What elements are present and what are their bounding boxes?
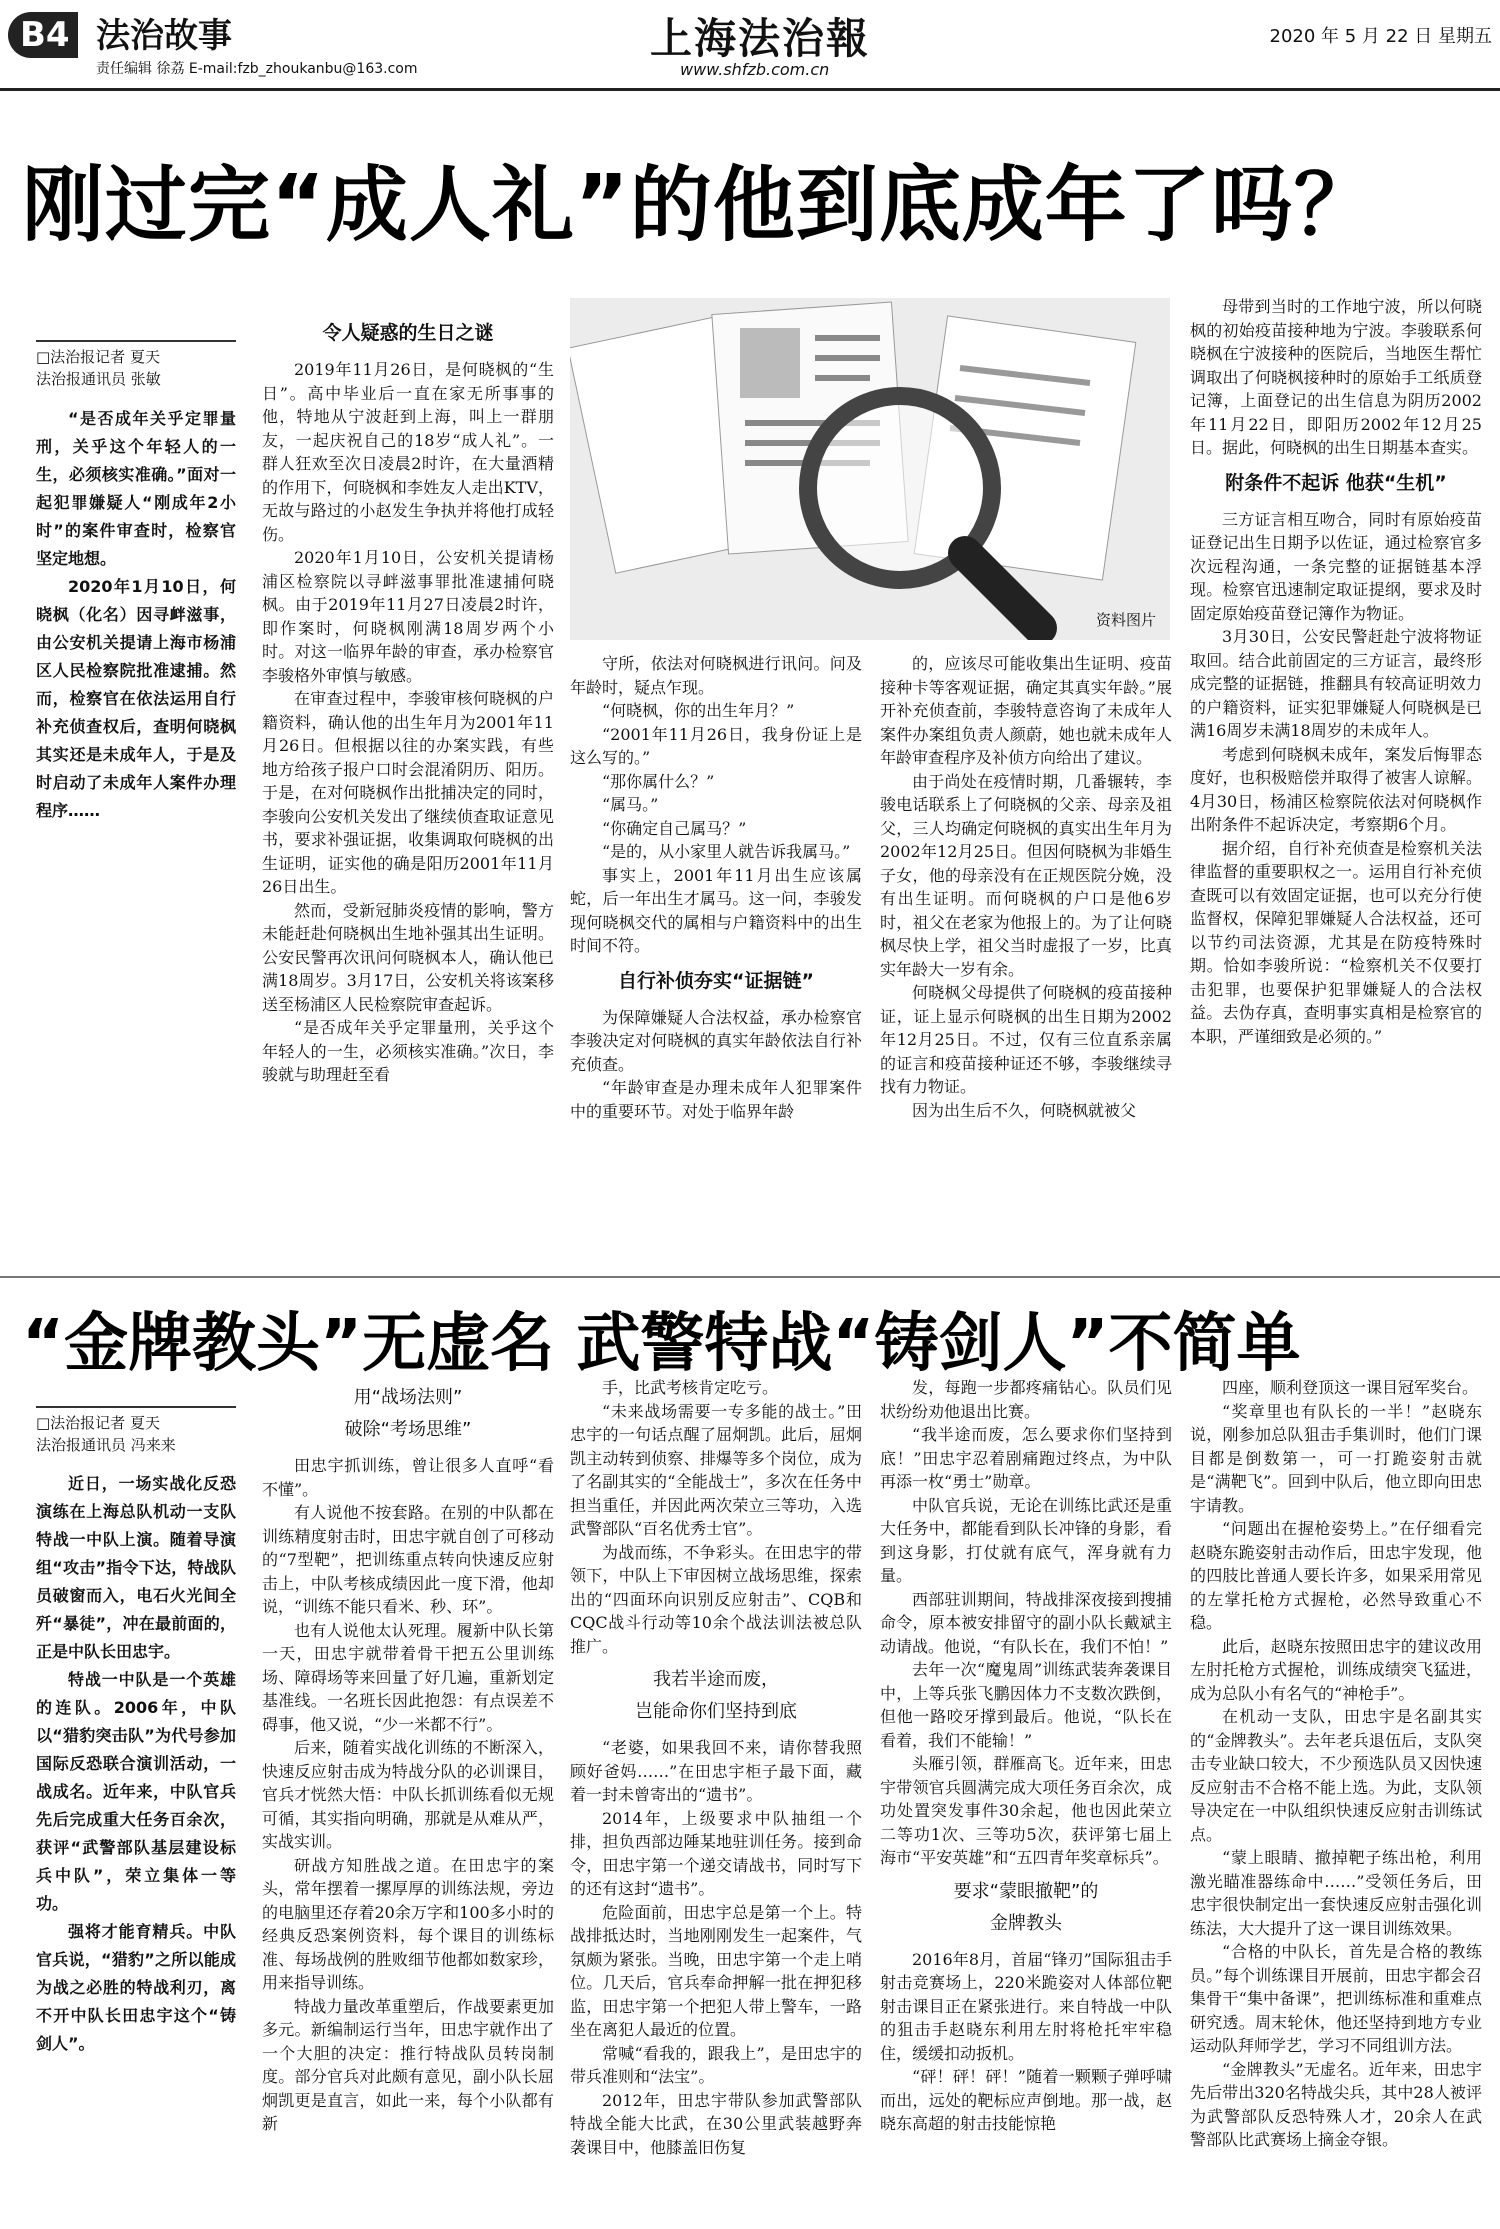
paragraph: 也有人说他太认死理。履新中队长第一天，田忠宇就带着骨干把五公里训练场、障碍场等来回量了好几遍，重新划定基准线。一名班长因此抱怨：有点误差不碍事，他又说，“少一米都不行”。 — [262, 1620, 554, 1734]
photo-illustration — [570, 298, 1170, 640]
section-title: 法治故事 — [96, 16, 232, 56]
paragraph: “你确定自己属马？” — [602, 818, 747, 838]
article1-column-1 — [262, 310, 554, 1270]
article2-column-1 — [262, 1376, 554, 2221]
article2-column-2 — [570, 1376, 862, 2221]
byline-line: □法治报记者 夏天 — [36, 348, 160, 366]
byline-line: 法治报通讯员 冯来来 — [36, 1436, 176, 1454]
paragraph: 2020年1月10日，公安机关提请杨浦区检察院以寻衅滋事罪批准逮捕何晓枫。由于2019年11月27日凌晨2时许，即作案时，何晓枫刚满18周岁两个小时。对这一临界年龄的审查，承办检察官李骏格外审慎与敏感。 — [262, 548, 554, 685]
lead-paragraph: 2020年1月10日，何晓枫（化名）因寻衅滋事，由公安机关提请上海市杨浦区人民检察院批准逮捕。然而，检察官在依法运用自行补充侦查权后，查明何晓枫其实还是未成年人，于是及时启动了未成年人案件办理程序…… — [36, 577, 236, 820]
page-header — [0, 0, 1500, 90]
paragraph: “2001年11月26日，我身份证上是这么写的。” — [570, 724, 862, 767]
paragraph: “年龄审查是办理未成年人犯罪案件中的重要环节。对处于临界年龄 — [570, 1078, 862, 1121]
paragraph: 田忠宇抓训练，曾让很多人直呼“看不懂”。 — [262, 1456, 554, 1499]
paragraph: “蒙上眼睛、撤掉靶子练出枪，利用激光瞄准器练命中……”受领任务后，田忠宇很快制定出一套快速反应射击强化训练法，大大提升了这一课目训练效果。 — [1190, 1848, 1482, 1938]
issue-date: 2020 年 5 月 22 日 星期五 — [1269, 26, 1492, 47]
article2-lead — [36, 1470, 236, 2210]
article2-headline: “金牌教头”无虚名 武警特战“铸剑人”不简单 — [22, 1307, 1301, 1381]
subheading: 附条件不起诉 他获“生机” — [1225, 471, 1447, 494]
paragraph: 研战方知胜战之道。在田忠宇的案头，常年摆着一摞厚厚的训练法规，旁边的电脑里还存着20余万字和100多小时的经典反恐案例资料，每个课目的训练标准、每场战例的胜败细节他都如数家珍，用来指导训练。 — [262, 1855, 554, 1992]
lead-paragraph: “是否成年关乎定罪量刑，关乎这个年轻人的一生，必须核实准确。”面对一起犯罪嫌疑人“刚成年2小时”的案件审查时，检察官坚定地想。 — [36, 409, 236, 568]
article1-column-2 — [570, 652, 862, 1272]
article1-headline: 刚过完“成人礼”的他到底成年了吗？ — [22, 158, 1377, 253]
paragraph: 四座，顺利登顶这一课目冠军奖台。 — [1222, 1378, 1479, 1397]
article1-byline — [36, 340, 236, 390]
paragraph: “合格的中队长，首先是合格的教练员。”每个训练课目开展前，田忠宇都会召集骨干“集中备课”，把训练标准和重难点研究透。周末轮休，他还坚持到地方专业运动队拜师学艺，学习不同组训方法。 — [1190, 1942, 1482, 2055]
paragraph: 2019年11月26日，是何晓枫的“生日”。高中毕业后一直在家无所事事的他，特地从宁波赶到上海，叫上一群朋友，一起庆祝自己的18岁“成人礼”。一群人狂欢至次日凌晨2时许，在大量酒精的作用下，何晓枫和李姓友人走出KTV，无故与路过的小赵发生争执并将他打成轻伤。 — [262, 360, 554, 544]
lead-paragraph: 强将才能育精兵。中队官兵说，“猎豹”之所以能成为战之必胜的特战利刃，离不开中队长田忠宇这个“铸剑人”。 — [36, 1922, 236, 2053]
paragraph: 因为出生后不久，何晓枫就被父 — [912, 1100, 1137, 1120]
paragraph: “砰！砰！砰！”随着一颗颗子弹呼啸而出，远处的靶标应声倒地。那一战，赵晓东高超的射击技能惊艳 — [880, 2067, 1172, 2133]
article1-column-3 — [880, 652, 1172, 1272]
paragraph: 特战力量改革重塑后，作战要素更加多元。新编制运行当年，田忠宇就作出了一个大胆的决定：推行特战队员转岗制度。部分官兵对此颇有意见，副小队长屈炯凯更是直言，如此一来，每个小队都有新 — [262, 1996, 554, 2133]
paragraph: 后来，随着实战化训练的不断深入，快速反应射击成为特战分队的必训课目，官兵才恍然大悟：中队长抓训练看似无规可循，其实指向明确，那就是从难从严，实战实训。 — [262, 1738, 554, 1851]
website-link[interactable]: www.shfzb.com.cn — [680, 60, 830, 79]
subheading-line: 破除“考场思维” — [344, 1419, 472, 1440]
paragraph: “老婆，如果我回不来，请你替我照顾好爸妈……”在田忠宇柜子最下面，藏着一封未曾寄出的“遗书”。 — [570, 1738, 862, 1804]
paragraph: 去年一次“魔鬼周”训练武装奔袭课目中，上等兵张飞鹏因体力不支数次跌倒，但他一路咬牙撑到最后。他说，“队长在看着，我们不能输！” — [880, 1660, 1172, 1750]
article2-column-4 — [1190, 1376, 1482, 2221]
paragraph: 考虑到何晓枫未成年，案发后悔罪态度好，也积极赔偿并取得了被害人谅解。4月30日，杨浦区检察院依法对何晓枫作出附条件不起诉决定，考察期6个月。 — [1190, 744, 1482, 834]
article1-lead — [36, 405, 236, 825]
subheading-line: 要求“蒙眼撤靶”的 — [953, 1880, 1099, 1902]
paragraph: 由于尚处在疫情时期，几番辗转，李骏电话联系上了何晓枫的父亲、母亲及祖父，三人均确定何晓枫的真实出生年月为2002年12月25日。但因何晓枫为非婚生子女，他的母亲没有在正规医院分娩，没有出生证明。而何晓枫的户口是他6岁时，祖父在老家为他报上的。为了让何晓枫尽快上学，祖父当时虚报了一岁，比真实年龄大一岁有余。 — [880, 771, 1172, 979]
subheading-line: 金牌教头 — [990, 1912, 1062, 1934]
paragraph: 何晓枫父母提供了何晓枫的疫苗接种证，证上显示何晓枫的出生日期为2002年12月25日。不过，仅有三位直系亲属的证言和疫苗接种证还不够，李骏继续寻找有力物证。 — [880, 983, 1172, 1096]
paragraph: 据介绍，自行补充侦查是检察机关法律监督的重要职权之一。运用自行补充侦查既可以有效固定证据，也可以充分行使监督权，保障犯罪嫌疑人合法权益，还可以节约司法资源，尤其是在防疫特殊时期。恰如李骏所说：“检察机关不仅要打击犯罪，也要保护犯罪嫌疑人的合法权益。去伪存真，查明事实真相是检察官的本职，严谨细致是必须的。” — [1190, 838, 1482, 1046]
article-divider — [0, 1276, 1500, 1278]
paragraph: 有人说他不按套路。在别的中队都在训练精度射击时，田忠宇就自创了可移动的“7型靶”，把训练重点转向快速反应射击上，中队考核成绩因此一度下滑，他却说，“训练不能只看米、秒、环”。 — [262, 1503, 554, 1616]
paragraph: 发，每跑一步都疼痛钻心。队员们见状纷纷劝他退出比赛。 — [880, 1378, 1172, 1421]
page-number-badge: B4 — [8, 12, 78, 58]
photo-caption: 资料图片 — [1092, 607, 1160, 632]
paragraph: “是否成年关乎定罪量刑，关乎这个年轻人的一生，必须核实准确。”次日，李骏就与助理赶至看 — [262, 1018, 554, 1084]
paragraph: 的，应该尽可能收集出生证明、疫苗接种卡等客观证据，确定其真实年龄。”展开补充侦查前，李骏特意咨询了未成年人案件办案组负责人颜蔚，她也就未成年人年龄审查程序及补侦方向给出了建议。 — [880, 654, 1172, 767]
paragraph: 然而，受新冠肺炎疫情的影响，警方未能赶赴何晓枫出生地补强其出生证明。公安民警再次讯问何晓枫本人，确认他已满18周岁。3月17日，公安机关将该案移送至杨浦区人民检察院审查起诉。 — [262, 900, 554, 1014]
paragraph: 事实上，2001年11月出生应该属蛇，后一年出生才属马。这一问，李骏发现何晓枫交代的属相与户籍资料中的出生时间不符。 — [570, 865, 862, 955]
paragraph: 3月30日，公安民警赶赴宁波将物证取回。结合此前固定的三方证言，最终形成完整的证据链，推翻具有较高证明效力的户籍资料，证实犯罪嫌疑人何晓枫是已满16周岁未满18周岁的未成年人。 — [1190, 627, 1482, 740]
paragraph: 此后，赵晓东按照田忠宇的建议改用左肘托枪方式握枪，训练成绩突飞猛进，成为总队小有名气的“神枪手”。 — [1190, 1636, 1482, 1703]
byline-line: 法治报通讯员 张敏 — [36, 370, 161, 388]
magnifier-documents-photo — [570, 298, 1170, 640]
subheading-line: 岂能命你们坚持到底 — [635, 1701, 797, 1722]
paragraph: 危险面前，田忠宇总是第一个上。特战排抵达时，当地刚刚发生一起案件，气氛颇为紧张。当晚，田忠宇第一个走上哨位。几天后，官兵奉命押解一批在押犯移监，田忠宇第一个把犯人带上警车，一路坐在离犯人最近的位置。 — [570, 1902, 862, 2039]
paragraph: 常喊“看我的，跟我上”，是田忠宇的带兵准则和“法宝”。 — [570, 2043, 862, 2086]
paragraph: 中队官兵说，无论在训练比武还是重大任务中，都能看到队长冲锋的身影，看到这身影，打仗就有底气，浑身就有力量。 — [880, 1495, 1172, 1585]
subheading: 令人疑惑的生日之谜 — [322, 322, 494, 344]
subheading-line: 我若半途而废， — [653, 1669, 779, 1690]
paragraph: “问题出在握枪姿势上。”在仔细看完赵晓东跪姿射击动作后，田忠宇发现，他的四肢比普通人要长许多，如果采用常见的左掌托枪方式握枪，必然导致重心不稳。 — [1190, 1519, 1482, 1632]
paragraph: “属马。” — [602, 795, 659, 814]
subheading-line: 用“战场法则” — [353, 1387, 463, 1408]
subheading — [262, 1382, 554, 1446]
paragraph: 为战而练，不争彩头。在田忠宇的带领下，中队上下审因树立战场思维，探索出的“四面环向识别反应射击”、CQB和CQC战斗行动等10余个战法训法被总队推广。 — [570, 1542, 862, 1656]
paragraph: 在审查过程中，李骏审核何晓枫的户籍资料，确认他的出生年月为2001年11月26日。但根据以往的办案实践，有些地方给孩子报户口时会混淆阴历、阳历。于是，在对何晓枫作出批捕决定的同时，李骏向公安机关发出了继续侦查取证意见书，要求补强证据，收集调取何晓枫的出生证明，证实他的确是阳历2001年11月26日出生。 — [262, 689, 554, 896]
article1-column-4 — [1190, 295, 1482, 1270]
subheading — [570, 1664, 862, 1728]
byline-line: □法治报记者 夏天 — [36, 1414, 160, 1432]
article2-column-3 — [880, 1376, 1172, 2221]
paragraph: “何晓枫，你的出生年月？” — [602, 701, 795, 720]
paragraph: “未来战场需要一专多能的战士。”田忠宇的一句话点醒了屈炯凯。此后，屈炯凯主动转到侦察、排爆等多个岗位，成为了名副其实的“全能战士”，多次在任务中担当重任，并因此两次荣立三等功，入选武警部队“百名优秀士官”。 — [570, 1401, 862, 1538]
paragraph: “是的，从小家里人就告诉我属马。” — [602, 842, 851, 861]
paragraph: “金牌教头”无虚名。近年来，田忠宇先后带出320名特战尖兵，其中28人被评为武警部队反恐特殊人才，20余人在武警部队比武赛场上摘金夺银。 — [1190, 2059, 1482, 2149]
paragraph: “我半途而废，怎么要求你们坚持到底！”田忠宇忍着剧痛跑过终点，为中队再添一枚“勇士”勋章。 — [880, 1425, 1172, 1491]
paragraph: 头雁引领，群雁高飞。近年来，田忠宇带领官兵圆满完成大项任务百余次，成功处置突发事件30余起，他也因此荣立二等功1次、三等功5次，获评第七届上海市“平安英雄”和“五四青年奖章标兵”。 — [880, 1754, 1172, 1867]
paragraph: 为保障嫌疑人合法权益，承办检察官李骏决定对何晓枫的真实年龄依法自行补充侦查。 — [570, 1007, 862, 1074]
paragraph: 2016年8月，首届“锋刃”国际狙击手射击竞赛场上，220米跪姿对人体部位靶射击课目正在紧张进行。来自特战一中队的狙击手赵晓东利用左肘将枪托牢牢稳住，缓缓扣动扳机。 — [880, 1949, 1172, 2063]
paragraph: 在机动一支队，田忠宇是名副其实的“金牌教头”。去年老兵退伍后，支队突击专业缺口较大，不少预选队员又因快速反应射击不合格不能上选。为此，支队领导决定在一中队组织快速反应射击训练试点。 — [1190, 1707, 1482, 1844]
editor-line: 责任编辑 徐荔 E-mail:fzb_zhoukanbu@163.com — [96, 61, 418, 77]
paragraph: 手，比武考核肯定吃亏。 — [602, 1378, 779, 1397]
subheading: 自行补侦夯实“证据链” — [618, 969, 814, 992]
article2-byline — [36, 1406, 236, 1456]
paragraph: 守所，依法对何晓枫进行讯问。问及年龄时，疑点乍现。 — [570, 654, 862, 697]
paragraph: “奖章里也有队长的一半！”赵晓东说，刚参加总队狙击手集训时，他们门课目都是倒数第一，可一打跪姿射击就是“满靶飞”。回到中队后，他立即向田忠宇请教。 — [1190, 1401, 1482, 1515]
paragraph: 2012年，田忠宇带队参加武警部队特战全能大比武，在30公里武装越野奔袭课目中，他膝盖旧伤复 — [570, 2090, 862, 2157]
header-rule — [0, 88, 1500, 91]
paragraph: “那你属什么？” — [602, 771, 715, 791]
subheading — [880, 1876, 1172, 1940]
lead-paragraph: 近日，一场实战化反恐演练在上海总队机动一支队特战一中队上演。随着导演组“攻击”指令下达，特战队员破窗而入，电石火光间全歼“暴徒”，冲在最前面的，正是中队长田忠宇。 — [36, 1474, 236, 1661]
paragraph: 2014年，上级要求中队抽组一个排，担负西部边陲某地驻训任务。接到命令，田忠宇第一个递交请战书，同时写下的还有这封“遗书”。 — [570, 1808, 862, 1898]
masthead-logo: 上海法治報 — [650, 14, 871, 63]
lead-paragraph: 特战一中队是一个英雄的连队。2006年，中队以“猎豹突击队”为代号参加国际反恐联合演训活动，一战成名。近年来，中队官兵先后完成重大任务百余次，获评“武警部队基层建设标兵中队”，荣立集体一等功。 — [36, 1670, 236, 1913]
paragraph: 西部驻训期间，特战排深夜接到搜捕命令，原本被安排留守的副小队长戴斌主动请战。他说，“有队长在，我们不怕！” — [880, 1589, 1172, 1656]
paragraph: 三方证言相互吻合，同时有原始疫苗证登记出生日期予以佐证，通过检察官多次远程沟通，一条完整的证据链基本浮现。检察官迅速制定取证提纲，要求及时固定原始疫苗登记簿作为物证。 — [1190, 509, 1482, 623]
paragraph: 母带到当时的工作地宁波，所以何晓枫的初始疫苗接种地为宁波。李骏联系何晓枫在宁波接种的医院后，当地医生帮忙调取出了何晓枫接种时的原始手工纸质登记簿，上面登记的出生信息为阴历2002年11月22日，即阳历2002年12月25日。据此，何晓枫的出生日期基本查实。 — [1190, 297, 1482, 457]
